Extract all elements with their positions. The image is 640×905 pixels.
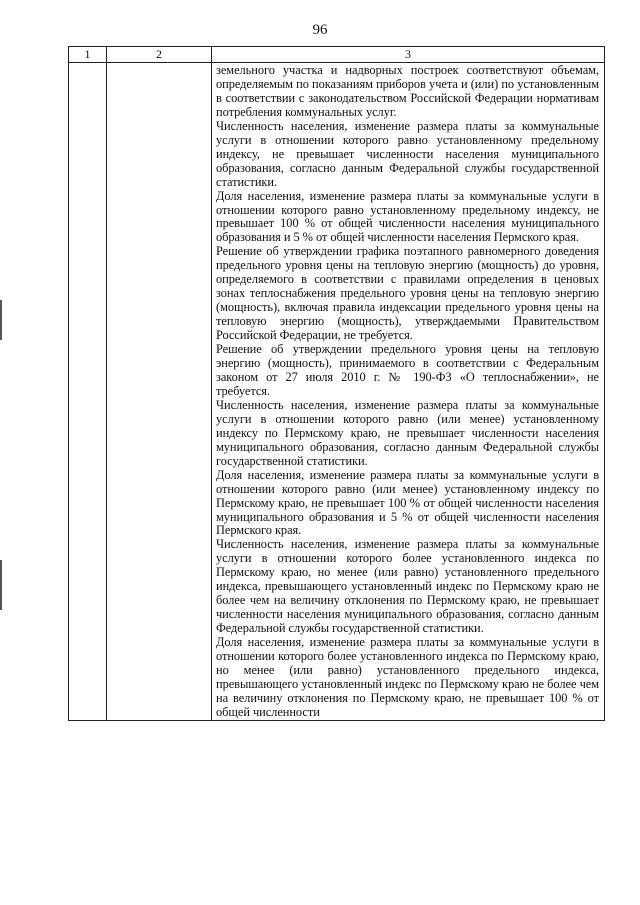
column-number-3: 3 [212,47,605,63]
scan-edge-mark [0,300,2,340]
paragraph: Доля населения, изменение размера платы за коммунальные услуги в отношении которого более установленного индекса по Пермскому краю, но менее (или равно) установленного предельного индекса, превышающего установленный индекс по Пермскому краю не более чем на величину отклонения по Пермскому краю, не превышает 100 % от общей численности [216,635,599,719]
scan-edge-mark [0,560,2,610]
column-1-cell [69,63,107,721]
paragraph: Решение об утверждении предельного уровня цены на тепловую энергию (мощность), принимаемого в соответствии с Федеральным законом от 27 июля 2010 г. № 190-ФЗ «О теплоснабжении», не требуется. [216,342,599,398]
table-row [69,63,605,721]
column-2-cell [107,63,212,721]
paragraph: Численность населения, изменение размера платы за коммунальные услуги в отношении которого равно установленному предельному индексу, не превышает численности населения муниципального образования, согласно данным Федеральной службы государственной статистики. [216,118,599,189]
column-number-1: 1 [69,47,107,63]
paragraph: Численность населения, изменение размера платы за коммунальные услуги в отношении которого более установленного индекса по Пермскому краю, но менее (или равно) установленного предельного индекса, превышающего установленный индекс по Пермскому краю не более чем на величину отклонения по Пермскому краю, не превышает численности населения муниципального образования, согласно данным Федеральной службы государственной статистики. [216,537,599,636]
paragraph: Решение об утверждении графика поэтапного равномерного доведения предельного уровня цены на тепловую энергию (мощность) до уровня, определяемого в соответствии с правилами определения в ценовых зонах теплоснабжения предельного уровня цены на тепловую энергию (мощность), включая правила индексации предельного уровня цены на тепловую энергию (мощность), утверждаемыми Правительством Российской Федерации, не требуется. [216,244,599,343]
page-number: 96 [312,22,328,38]
document-table [68,46,605,721]
table-header-row [69,47,605,63]
column-3-cell [212,63,605,721]
paragraph: Доля населения, изменение размера платы за коммунальные услуги в отношении которого равно установленному предельному индексу, не превышает 100 % от общей численности населения муниципального образования и 5 % от общей численности населения Пермского края. [216,188,599,245]
paragraph: Доля населения, изменение размера платы за коммунальные услуги в отношении которого равно (или менее) установленному индексу по Пермскому краю, не превышает 100 % от общей численности населения муниципального образования и 5 % от общей численности населения Пермского края. [216,467,599,538]
paragraph: земельного участка и надворных построек соответствуют объемам, определяемым по показаниям приборов учета и (или) по установленным в соответствии с законодательством Российской Федерации нормативам потребления коммунальных услуг. [216,63,599,119]
column-number-2: 2 [107,47,212,63]
paragraph: Численность населения, изменение размера платы за коммунальные услуги в отношении которого равно (или менее) установленному индексу по Пермскому краю, не превышает численности населения муниципального образования, согласно данным Федеральной службы государственной статистики. [216,397,599,468]
